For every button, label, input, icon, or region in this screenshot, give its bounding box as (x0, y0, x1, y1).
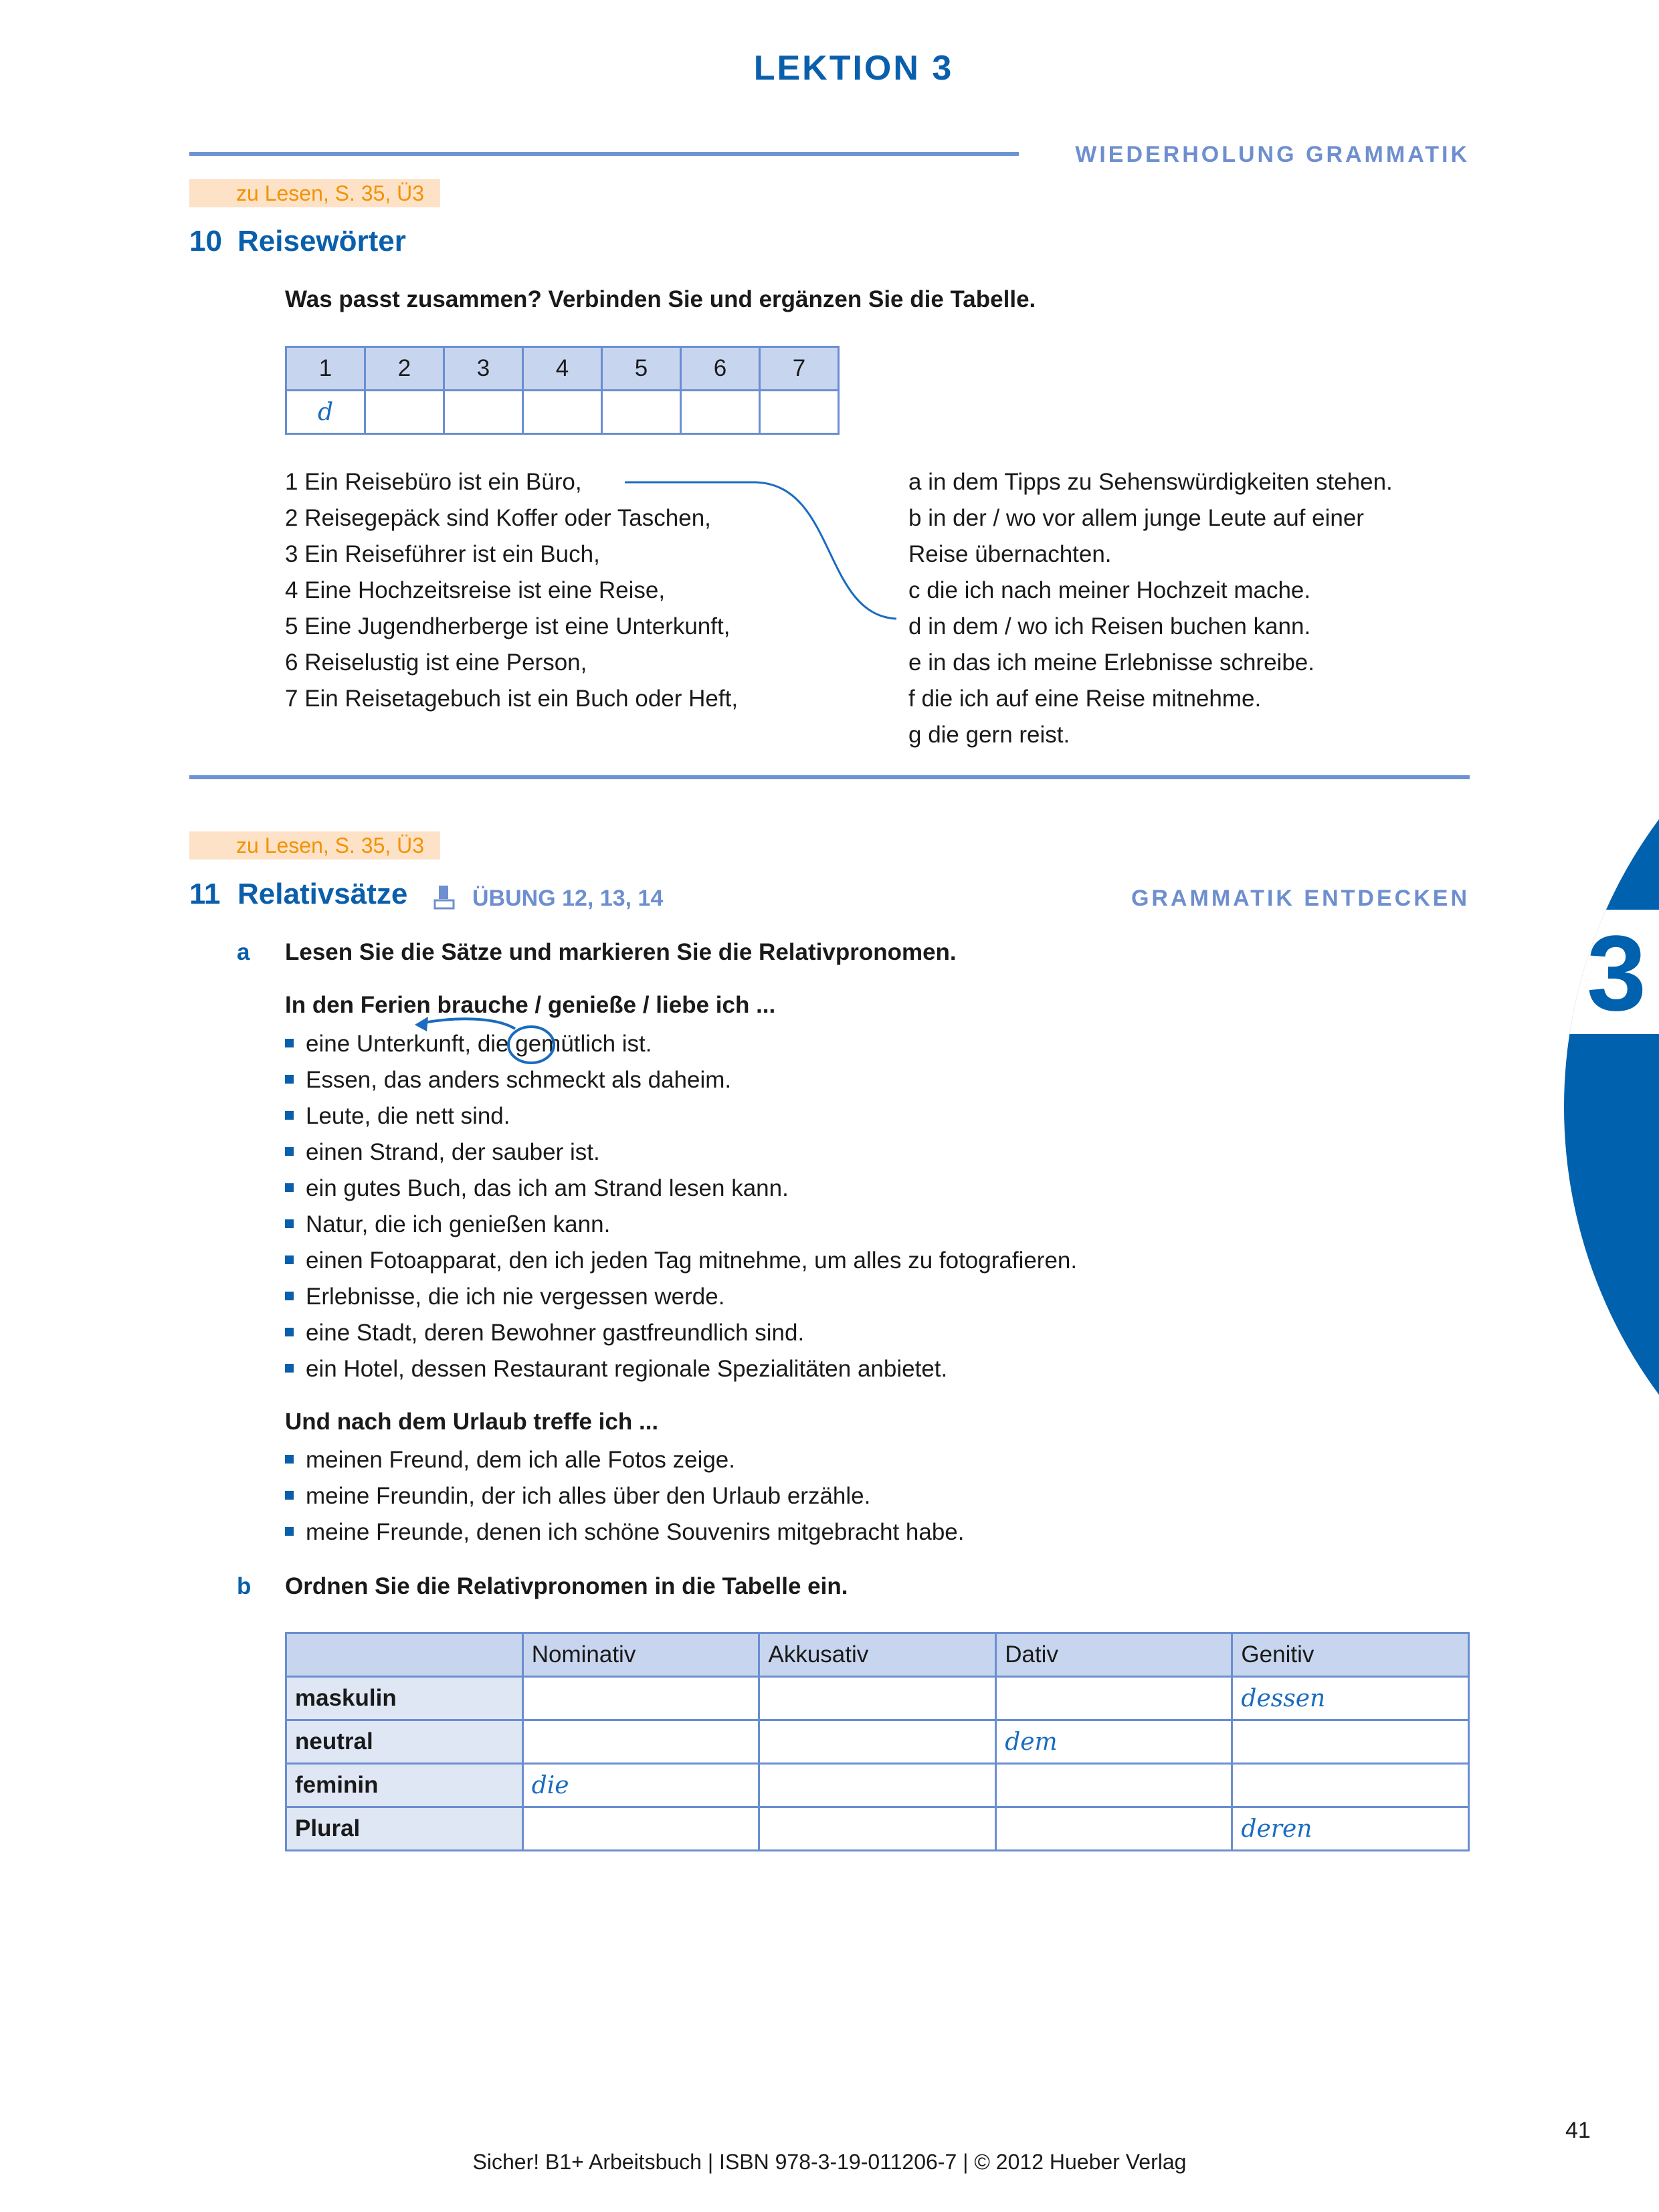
list-item (285, 1351, 1077, 1387)
sentence-list (285, 1442, 965, 1550)
instruction: Was passt zusammen? Verbinden Sie und ergänzen Sie die Tabelle. (285, 286, 1036, 312)
exercise-number: 10 (189, 225, 222, 258)
item-text: Leute, die nett sind. (306, 1103, 510, 1129)
bullet-icon (285, 1491, 294, 1500)
exercise-reference-link[interactable]: ÜBUNG 12, 13, 14 (472, 886, 664, 911)
column-header: Nominativ (522, 1633, 759, 1677)
answer-cell[interactable] (759, 1807, 996, 1851)
list-item: 1 Ein Reisebüro ist ein Büro, (285, 469, 582, 495)
answer-cell[interactable] (522, 1807, 759, 1851)
chapter-tab (1564, 623, 1659, 1591)
column-header: Genitiv (1232, 1633, 1469, 1677)
list-item (285, 1315, 1077, 1351)
exercise-number: 11 (189, 878, 221, 910)
exercise-title-text: Reisewörter (237, 225, 406, 258)
item-text: einen Strand, der sauber ist. (306, 1139, 600, 1165)
subtask-label: a (237, 939, 250, 965)
list-item (285, 1514, 965, 1550)
list-item: 2 Reisegepäck sind Koffer oder Taschen, (285, 505, 711, 531)
section-label: WIEDERHOLUNG GRAMMATIK (1075, 142, 1470, 167)
list-item (285, 1134, 1077, 1171)
bullet-icon (285, 1364, 294, 1373)
item-text: einen Fotoapparat, den ich jeden Tag mitnehme, um alles zu fotografieren. (306, 1247, 1078, 1274)
list-item: a in dem Tipps zu Sehenswürdigkeiten stehen. (908, 469, 1393, 495)
item-text: meine Freundin, der ich alles über den Urlaub erzähle. (306, 1483, 871, 1509)
list-item: 6 Reiselustig ist eine Person, (285, 649, 587, 676)
annotation-circle-arrow (0, 990, 669, 1084)
page-number: 41 (1565, 2118, 1591, 2143)
bullet-icon (285, 1255, 294, 1264)
row-label: neutral (286, 1720, 523, 1764)
list-item: 3 Ein Reiseführer ist ein Buch, (285, 541, 600, 567)
table-row (286, 1764, 1469, 1807)
item-text: Erlebnisse, die ich nie vergessen werde. (306, 1284, 725, 1310)
list-item: c die ich nach meiner Hochzeit mache. (908, 577, 1311, 603)
table-header-cell: 4 (523, 347, 602, 391)
list-intro: Und nach dem Urlaub treffe ich ... (285, 1409, 659, 1435)
table-header-cell: 2 (365, 347, 444, 391)
bullet-icon (285, 1111, 294, 1120)
row-label: Plural (286, 1807, 523, 1851)
list-item: g die gern reist. (908, 722, 1070, 748)
connecting-line (0, 0, 1659, 669)
table-header-cell: 5 (602, 347, 681, 391)
list-item: e in das ich meine Erlebnisse schreibe. (908, 649, 1314, 676)
list-item: b in der / wo vor allem junge Leute auf einer (908, 505, 1364, 531)
answer-cell[interactable] (759, 1720, 996, 1764)
list-intro: In den Ferien brauche / genieße / liebe ich ... (285, 992, 776, 1018)
list-item: 5 Eine Jugendherberge ist eine Unterkunft, (285, 613, 730, 639)
table-row (286, 1677, 1469, 1720)
list-item (285, 1171, 1077, 1207)
bullet-icon (285, 1328, 294, 1336)
chapter-number: 3 (1587, 913, 1646, 1033)
bullet-icon (285, 1147, 294, 1156)
answer-cell[interactable]: die (522, 1764, 759, 1807)
instruction: Lesen Sie die Sätze und markieren Sie die Relativpronomen. (285, 939, 957, 965)
row-label: feminin (286, 1764, 523, 1807)
item-text: meinen Freund, dem ich alle Fotos zeige. (306, 1447, 735, 1473)
list-item (285, 1243, 1077, 1279)
answer-cell[interactable] (759, 1677, 996, 1720)
row-label: maskulin (286, 1677, 523, 1720)
answer-cell[interactable] (759, 1764, 996, 1807)
bullet-icon (285, 1527, 294, 1536)
list-item (285, 1098, 1077, 1134)
table-row (286, 1720, 1469, 1764)
list-item (285, 1478, 965, 1514)
table-header-cell: 6 (681, 347, 760, 391)
answer-cell[interactable] (996, 1764, 1232, 1807)
column-header: Dativ (996, 1633, 1232, 1677)
answer-cell[interactable] (1232, 1720, 1469, 1764)
answer-cell[interactable] (522, 1720, 759, 1764)
reference-tag: zu Lesen, S. 35, Ü3 (189, 179, 440, 207)
footer-credit: Sicher! B1+ Arbeitsbuch | ISBN 978-3-19-011206-7 | © 2012 Hueber Verlag (472, 2150, 1187, 2174)
item-text: ein Hotel, dessen Restaurant regionale Spezialitäten anbietet. (306, 1356, 948, 1382)
table-header-row (286, 1633, 1469, 1677)
column-header: Akkusativ (759, 1633, 996, 1677)
exercise-title-text: Relativsätze (237, 878, 408, 910)
answer-cell[interactable]: d (286, 391, 365, 434)
table-header-cell: 7 (760, 347, 839, 391)
list-item: Reise übernachten. (908, 541, 1112, 567)
answer-cell[interactable] (996, 1677, 1232, 1720)
item-text: meine Freunde, denen ich schöne Souvenirs mitgebracht habe. (306, 1519, 965, 1545)
reference-tag: zu Lesen, S. 35, Ü3 (189, 831, 440, 860)
bullet-icon (285, 1219, 294, 1228)
divider (189, 775, 1470, 779)
table-header-cell: 1 (286, 347, 365, 391)
item-text: eine Stadt, deren Bewohner gastfreundlich sind. (306, 1320, 805, 1346)
answer-cell[interactable]: dessen (1232, 1677, 1469, 1720)
list-item (285, 1279, 1077, 1315)
lesson-title: LEKTION 3 (753, 49, 954, 88)
chapter-circle (1564, 623, 1659, 1591)
table-row (286, 1807, 1469, 1851)
answer-cell[interactable] (1232, 1764, 1469, 1807)
list-item: f die ich auf eine Reise mitnehme. (908, 686, 1262, 712)
column-header (286, 1633, 523, 1677)
item-text: ein gutes Buch, das ich am Strand lesen kann. (306, 1175, 789, 1201)
table-header-cell: 3 (444, 347, 523, 391)
answer-cell[interactable] (522, 1677, 759, 1720)
bullet-icon (285, 1183, 294, 1192)
computer-icon (433, 884, 456, 911)
subtask-label: b (237, 1573, 252, 1599)
exercise-title (189, 878, 407, 911)
section-label: GRAMMATIK ENTDECKEN (1131, 886, 1470, 911)
list-item: 7 Ein Reisetagebuch ist ein Buch oder Heft, (285, 686, 739, 712)
list-item: 4 Eine Hochzeitsreise ist eine Reise, (285, 577, 666, 603)
bullet-icon (285, 1292, 294, 1300)
bullet-icon (285, 1455, 294, 1464)
item-text: Essen, das anders schmeckt als daheim. (306, 1067, 732, 1093)
answer-cell[interactable]: deren (1232, 1807, 1469, 1851)
list-item (285, 1207, 1077, 1243)
answer-cell[interactable] (996, 1807, 1232, 1851)
pronoun-table (285, 1632, 1470, 1851)
list-item (285, 1442, 965, 1478)
marked-pronoun[interactable]: die (477, 1031, 509, 1057)
list-item: d in dem / wo ich Reisen buchen kann. (908, 613, 1311, 639)
item-text: Natur, die ich genießen kann. (306, 1211, 611, 1237)
item-text: eine Unterkunft, (306, 1031, 478, 1057)
answer-cell[interactable]: dem (996, 1720, 1232, 1764)
item-text: gemütlich ist. (508, 1031, 652, 1057)
instruction: Ordnen Sie die Relativpronomen in die Tabelle ein. (285, 1573, 848, 1599)
